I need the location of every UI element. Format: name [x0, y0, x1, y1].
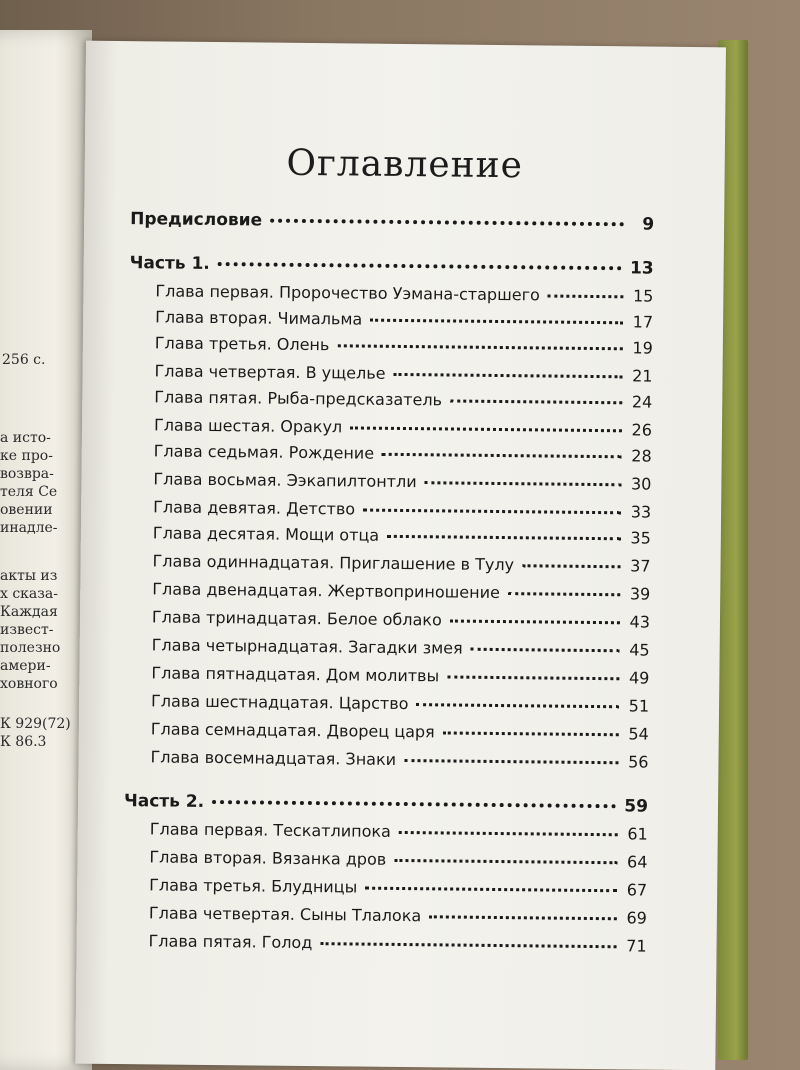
toc-page-number: 15	[632, 286, 654, 306]
toc-page-number: 30	[630, 474, 652, 494]
toc-chapter-row	[155, 307, 653, 331]
page-title: Оглавление	[286, 142, 524, 187]
toc-chapter-row	[154, 415, 652, 439]
facing-page-line: овении	[0, 502, 53, 518]
toc-chapter-row	[152, 551, 650, 575]
facing-page-line: инадле-	[0, 520, 58, 536]
dot-leader	[370, 313, 623, 325]
contents-page	[75, 41, 726, 1070]
facing-page-line: амери-	[0, 658, 51, 674]
dot-leader	[429, 909, 617, 920]
toc-chapter-row	[151, 691, 649, 715]
dot-leader	[450, 393, 622, 404]
toc-chapter-row	[152, 607, 650, 631]
toc-entry-title: Глава третья. Олень	[154, 333, 330, 355]
toc-page-number: 71	[626, 936, 647, 956]
dot-leader	[218, 256, 622, 270]
toc-page-number: 49	[628, 668, 650, 688]
toc-page-number: 28	[631, 446, 652, 466]
toc-entry-title: Глава первая. Тескатлипока	[149, 819, 392, 841]
toc-page-number: 64	[626, 852, 648, 872]
facing-page-line: Каждая	[0, 604, 58, 620]
toc-page-number: 19	[632, 338, 653, 358]
facing-page-line: акты из	[0, 568, 58, 584]
dot-leader	[363, 503, 621, 515]
dot-leader	[471, 642, 620, 653]
toc-page-number: 35	[630, 528, 651, 548]
dot-leader	[337, 338, 623, 350]
toc-entry-title: Глава четырнадцатая. Загадки змея	[151, 635, 463, 658]
toc-entry-title: Глава шестая. Оракул	[153, 415, 343, 437]
dot-leader	[522, 558, 621, 568]
facing-page-line: теля Се	[0, 484, 58, 500]
toc-chapter-row	[152, 579, 650, 603]
facing-page-line: ке про-	[0, 448, 53, 464]
toc-entry-title: Глава вторая. Чимальма	[155, 307, 363, 329]
facing-page-line: полезно	[0, 640, 61, 656]
toc-page-number: 61	[627, 824, 648, 844]
toc-page-number: 56	[628, 752, 649, 772]
toc-page-number: 37	[630, 556, 651, 576]
toc-entry-title: Глава пятая. Голод	[148, 931, 313, 953]
toc-chapter-row	[154, 441, 652, 465]
toc-chapter-row	[153, 497, 651, 521]
toc-part-row	[124, 791, 648, 816]
toc-page-number: 26	[631, 420, 653, 440]
toc-entry-title: Глава двенадцатая. Жертвоприношение	[152, 579, 500, 603]
toc-entry-title: Глава четвертая. Сыны Тлалока	[148, 903, 422, 926]
toc-chapter-row	[154, 361, 652, 385]
toc-entry-title: Глава семнадцатая. Дворец царя	[150, 719, 435, 742]
toc-page-number: 45	[629, 640, 650, 660]
toc-entry-title: Глава пятая. Рыба-предсказатель	[154, 387, 443, 410]
dot-leader	[447, 669, 619, 680]
dot-leader	[212, 794, 616, 808]
toc-chapter-row	[151, 663, 649, 687]
facing-page-line: извест-	[0, 622, 54, 638]
facing-page-line: ховного	[0, 676, 58, 692]
dot-leader	[399, 825, 618, 836]
toc-entry-title: Предисловие	[130, 209, 263, 231]
toc-page-number: 43	[629, 612, 651, 632]
facing-page-line: К 929(72)	[0, 716, 71, 732]
toc-part-row	[130, 209, 654, 234]
toc-entry-title: Глава девятая. Детство	[153, 497, 356, 519]
toc-entry-title: Глава шестнадцатая. Царство	[151, 691, 409, 714]
toc-entry-title: Глава третья. Блудницы	[149, 875, 358, 897]
toc-entry-title: Часть 2.	[123, 791, 205, 812]
toc-page-number: 67	[626, 880, 648, 900]
toc-chapter-row	[155, 281, 653, 305]
toc-entry-title: Глава вторая. Вязанка дров	[149, 847, 387, 869]
toc-page-number: 17	[632, 312, 654, 332]
dot-leader	[404, 753, 619, 764]
dot-leader	[394, 853, 617, 864]
toc-chapter-row	[152, 635, 650, 659]
dot-leader	[508, 586, 620, 596]
toc-chapter-row	[148, 931, 646, 955]
toc-entry-title: Глава восьмая. Ээкапилтонтли	[153, 469, 417, 492]
toc-page-number: 51	[628, 696, 650, 716]
toc-chapter-row	[149, 847, 647, 871]
toc-part-row	[130, 253, 654, 278]
toc-entry-title: Глава одиннадцатая. Приглашение в Тулу	[152, 551, 515, 575]
toc-entry-title: Глава четвертая. В ущелье	[154, 361, 386, 383]
toc-page-number: 39	[629, 584, 651, 604]
toc-page-number: 24	[631, 392, 653, 412]
toc-page-number: 69	[626, 908, 647, 928]
toc-chapter-row	[149, 875, 647, 899]
toc-chapter-row	[150, 747, 648, 771]
facing-page-line: 256 с.	[2, 352, 46, 368]
toc-chapter-row	[155, 333, 653, 357]
toc-entry-title: Глава десятая. Мощи отца	[152, 523, 380, 545]
facing-page-line: К 86.3	[0, 734, 47, 750]
facing-page-line: х сказа-	[0, 586, 58, 602]
toc-page-number: 9	[642, 214, 655, 235]
toc-page-number: 13	[629, 258, 654, 279]
toc-entry-title: Глава тринадцатая. Белое облако	[151, 607, 442, 630]
toc-entry-title: Глава восемнадцатая. Знаки	[150, 747, 397, 769]
dot-leader	[270, 213, 624, 227]
dot-leader	[394, 367, 623, 378]
dot-leader	[365, 881, 617, 893]
dot-leader	[450, 613, 620, 624]
dot-leader	[387, 529, 621, 540]
toc-chapter-row	[153, 469, 651, 493]
toc-entry-title: Глава первая. Пророчество Уэмана-старшего	[155, 281, 540, 305]
toc-page-number: 54	[628, 724, 649, 744]
facing-page-line: а исто-	[0, 430, 51, 446]
toc-entry-title: Глава пятнадцатая. Дом молитвы	[151, 663, 440, 686]
dot-leader	[425, 475, 622, 486]
toc-chapter-row	[149, 903, 647, 927]
toc-page-number: 33	[630, 502, 652, 522]
toc-chapter-row	[151, 719, 649, 743]
toc-chapter-row	[153, 523, 651, 547]
toc-entry-title: Глава седьмая. Рождение	[153, 441, 375, 463]
toc-page-number: 21	[632, 366, 653, 386]
dot-leader	[416, 697, 619, 708]
dot-leader	[382, 447, 622, 459]
toc-chapter-row	[154, 387, 652, 411]
facing-page-line: возвра-	[0, 466, 54, 482]
dot-leader	[350, 420, 622, 432]
dot-leader	[320, 936, 616, 948]
toc-chapter-row	[150, 819, 648, 843]
toc-entry-title: Часть 1.	[129, 253, 210, 274]
toc-page-number: 59	[624, 796, 649, 817]
dot-leader	[548, 288, 624, 298]
dot-leader	[443, 725, 619, 736]
